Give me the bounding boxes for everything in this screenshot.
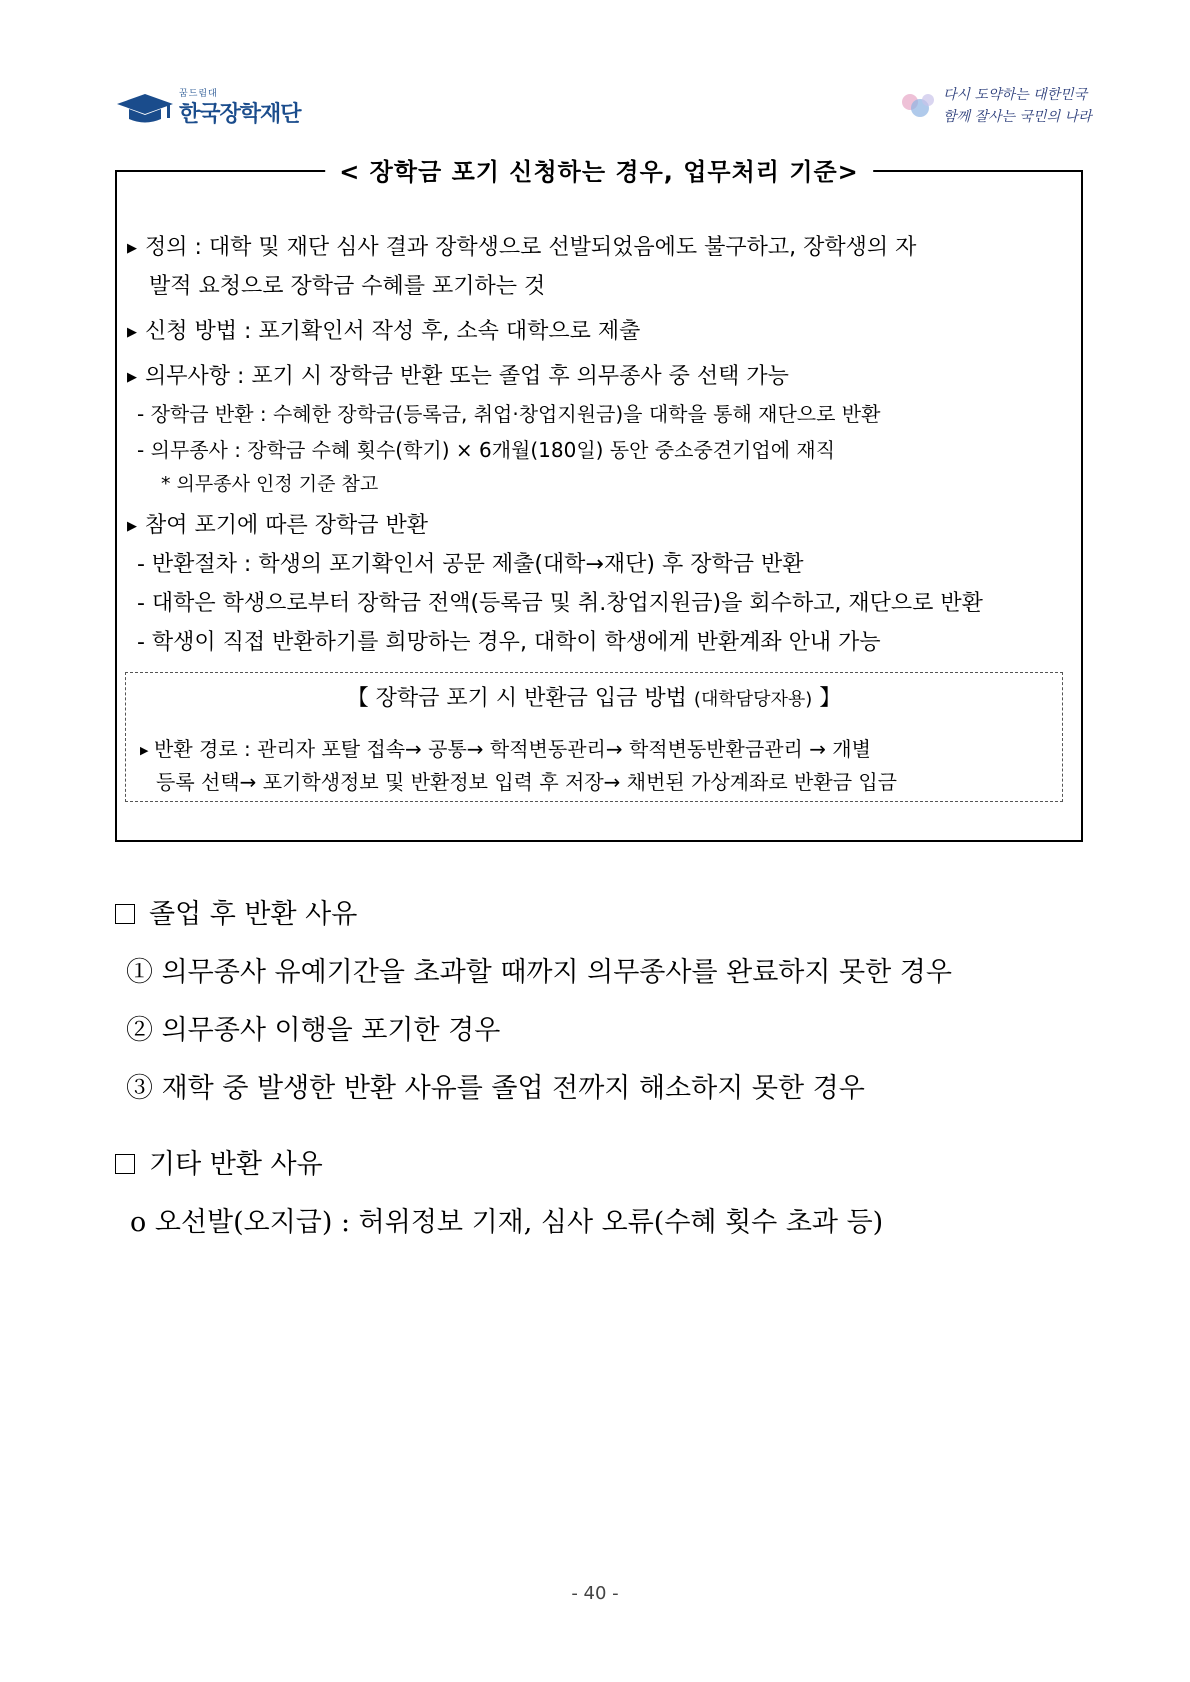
square-bullet-icon <box>115 1154 135 1174</box>
government-slogan <box>898 84 1092 130</box>
graduation-cap-icon <box>115 92 175 126</box>
triangle-bullet-icon: ▶ <box>127 519 137 534</box>
slogan-decoration-icon <box>898 90 942 120</box>
definition-line-2: 발적 요청으로 장학금 수혜를 포기하는 것 <box>149 274 546 299</box>
logo-small-text: 꿈드림대 <box>179 89 218 99</box>
section-other-refund-title: 기타 반환 사유 <box>115 1142 323 1181</box>
definition-line-1: ▶ 정의 : 대학 및 재단 심사 결과 장학생으로 선발되었음에도 불구하고, 장학생의 자 <box>127 235 917 260</box>
slogan-line-2: 함께 잘사는 국민의 나라 <box>943 109 1092 125</box>
refund-direct-student: - 학생이 직접 반환하기를 희망하는 경우, 대학이 학생에게 반환계좌 안내 가능 <box>137 630 881 655</box>
refund-path-line-2: 등록 선택→ 포기학생정보 및 반환정보 입력 후 저장→ 채번된 가상계좌로 반환금 입금 <box>156 770 898 794</box>
page-number: - 40 - <box>571 1583 619 1604</box>
apply-method: ▶ 신청 방법 : 포기확인서 작성 후, 소속 대학으로 제출 <box>127 319 641 344</box>
duty-note: * 의무종사 인정 기준 참고 <box>161 473 379 495</box>
deposit-method-title: 【 장학금 포기 시 반환금 입금 방법 (대학담당자용) 】 <box>346 686 842 711</box>
triangle-bullet-icon: ▶ <box>140 744 149 757</box>
triangle-bullet-icon: ▶ <box>127 370 137 385</box>
graduation-reason-item: ② 의무종사 이행을 포기한 경우 <box>126 1015 501 1046</box>
section-graduation-refund-title: 졸업 후 반환 사유 <box>115 892 357 931</box>
refund-path-line-1: ▶ 반환 경로 : 관리자 포탈 접속→ 공통→ 학적변동관리→ 학적변동반환금관리 → 개별 <box>140 737 871 761</box>
triangle-bullet-icon: ▶ <box>127 325 137 340</box>
refund-university-collect: - 대학은 학생으로부터 장학금 전액(등록금 및 취.창업지원금)을 회수하고, 재단으로 반환 <box>137 591 983 616</box>
triangle-bullet-icon: ▶ <box>127 241 137 256</box>
slogan-line-1: 다시 도약하는 대한민국 <box>943 87 1088 103</box>
refund-deposit-method-box <box>125 672 1063 802</box>
graduation-reason-item: ③ 재학 중 발생한 반환 사유를 졸업 전까지 해소하지 못한 경우 <box>126 1073 865 1104</box>
duty-refund-item: - 장학금 반환 : 수혜한 장학금(등록금, 취업·창업지원금)을 대학을 통해 재단으로 반환 <box>137 402 881 426</box>
box-title: < 장학금 포기 신청하는 경우, 업무처리 기준> <box>325 152 873 187</box>
duty-service-item: - 의무종사 : 장학금 수혜 횟수(학기) × 6개월(180일) 동안 중소중견기업에 재직 <box>137 438 836 462</box>
duty-heading: ▶ 의무사항 : 포기 시 장학금 반환 또는 졸업 후 의무종사 중 선택 가능 <box>127 364 789 389</box>
foundation-logo <box>115 86 301 128</box>
graduation-reason-item: ① 의무종사 유예기간을 초과할 때까지 의무종사를 완료하지 못한 경우 <box>126 957 952 988</box>
other-reason-item: o 오선발(오지급) : 허위정보 기재, 심사 오류(수혜 횟수 초과 등) <box>130 1207 884 1238</box>
square-bullet-icon <box>115 904 135 924</box>
logo-text: 한국장학재단 <box>179 102 301 127</box>
refund-heading: ▶ 참여 포기에 따른 장학금 반환 <box>127 513 428 538</box>
refund-procedure: - 반환절차 : 학생의 포기확인서 공문 제출(대학→재단) 후 장학금 반환 <box>137 552 804 577</box>
